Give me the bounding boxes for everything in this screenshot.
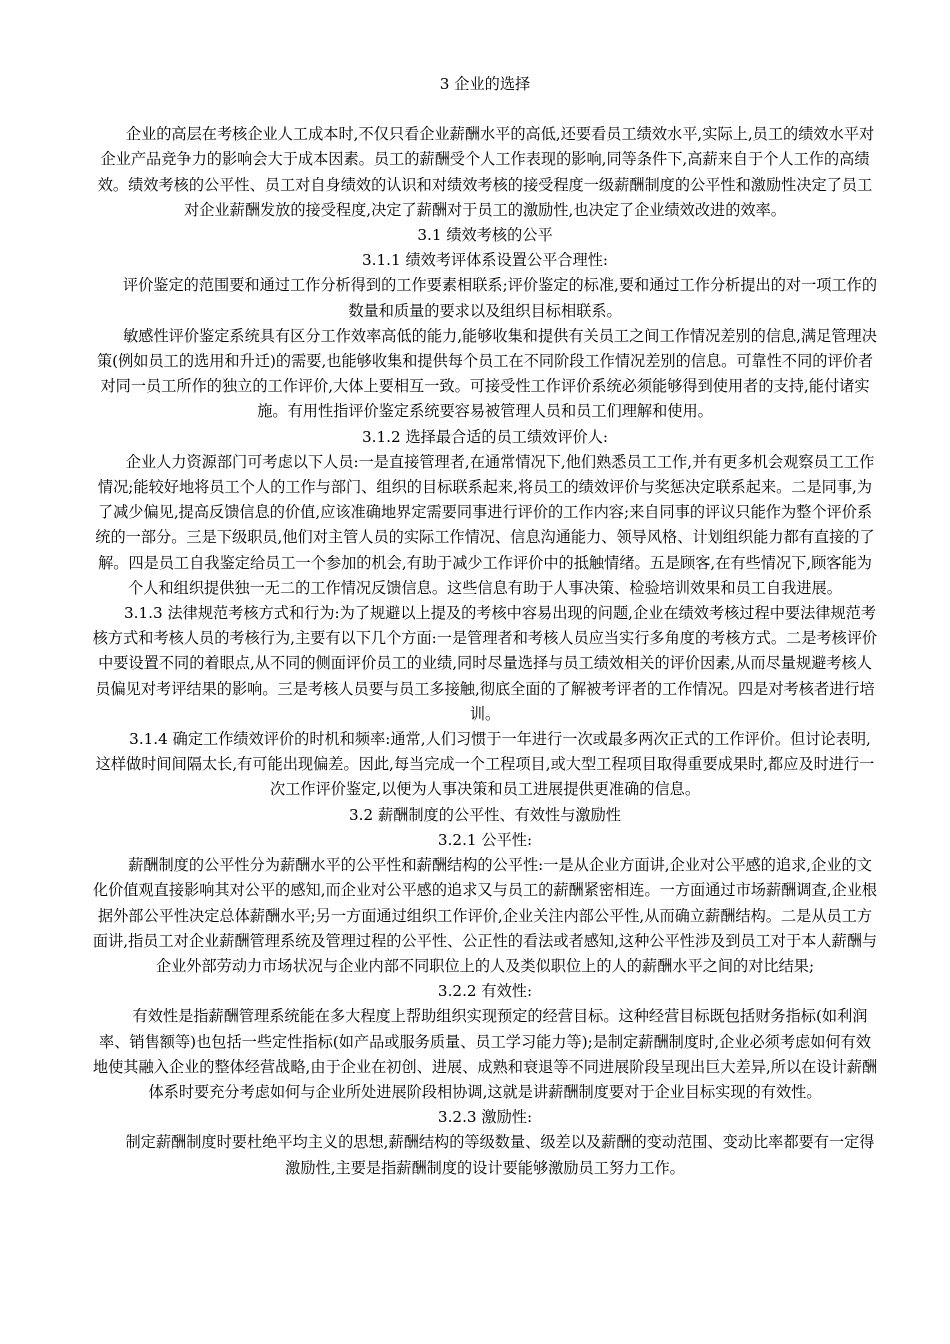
- paragraph-3-2-3: 制定薪酬制度时要杜绝平均主义的思想,薪酬结构的等级数量、级差以及薪酬的变动范围、变动比率都要有一定得激励性,主要是指薪酬制度的设计要能够激励员工努力工作。: [125, 1133, 875, 1177]
- page-title: 3 企业的选择: [439, 75, 531, 93]
- paragraph-3-1-4: 3.1.4 确定工作绩效评价的时机和频率:通常,人们习惯于一年进行一次或最多两次正式的工作评价。但讨论表明,这样做时间间隔太长,有可能出现偏差。因此,每当完成一个工程项目,或大型工程项目取得重要成果时,都应及时进行一次工作评价鉴定,以便为人事决策和员工进展提供更准确的信息。: [95, 730, 875, 799]
- paragraph-3-2-2: 有效性是指薪酬管理系统能在多大程度上帮助组织实现预定的经营目标。这种经营目标既包括财务指标(如利润率、销售额等)也包括一些定性指标(如产品或服务质量、员工学习能力等);是制定薪酬制度时,企业必须考虑如何有效地使其融入企业的整体经营战略,由于企业在初创、进展、成熟和衰退等不同进展阶段呈现出巨大差异,所以在设计薪酬体系时要充分考虑如何与企业所处进展阶段相协调,这就是讲薪酬制度要对于企业目标实现的有效性。: [92, 1007, 878, 1101]
- heading-3-1-2: 3.1.2 选择最合适的员工绩效评价人:: [361, 427, 609, 446]
- paragraph-3-1-3: 3.1.3 法律规范考核方式和行为:为了规避以上提及的考核中容易出现的问题,企业在绩效考核过程中要法律规范考核方式和考核人员的考核行为,主要有以下几个方面:一是管理者和考核人员应当实行多角度的考核方式。二是考核评价中要设置不同的着眼点,从不同的侧面评价员工的业绩,同时尽量选择与员工绩效相关的评价因素,从而尽量规避考核人员偏见对考评结果的影响。三是考核人员要与员工多接触,彻底全面的了解被考评者的工作情况。四是对考核者进行培训。: [92, 604, 878, 723]
- paragraph-3-1-1-criteria: 敏感性评价鉴定系统具有区分工作效率高低的能力,能够收集和提供有关员工之间工作情况差别的信息,满足管理决策(例如员工的选用和升迁)的需要,也能够收集和提供每个员工在不同阶段工作情况差别的信息。可靠性不同的评价者对同一员工所作的独立的工作评价,大体上要相互一致。可接受性工作评价系统必须能够得到使用者的支持,能付诸实施。有用性指评价鉴定系统要容易被管理人员和员工们理解和使用。: [96, 326, 877, 421]
- heading-3-2-3: 3.2.3 激励性:: [437, 1108, 533, 1127]
- heading-3-2-2: 3.2.2 有效性:: [437, 982, 533, 1001]
- heading-3-1-1: 3.1.1 绩效考评体系设置公平合理性:: [361, 251, 609, 270]
- heading-3-2-1: 3.2.1 公平性:: [437, 830, 533, 849]
- document-page: [92, 72, 878, 1181]
- heading-3-2: 3.2 薪酬制度的公平性、有效性与激励性: [349, 805, 621, 824]
- paragraph-3-2-1: 薪酬制度的公平性分为薪酬水平的公平性和薪酬结构的公平性:一是从企业方面讲,企业对公平感的追求,企业的文化价值观直接影响其对公平的感知,而企业对公平感的追求又与员工的薪酬紧密相连。一方面通过市场薪酬调查,企业根据外部公平性决定总体薪酬水平;另一方面通过组织工作评价,企业关注内部公平性,从而确立薪酬结构。二是从员工方面讲,指员工对企业薪酬管理系统及管理过程的公平性、公正性的看法或者感知,这种公平性涉及到员工对于本人薪酬与企业外部劳动力市场状况与企业内部不同职位上的人及类似职位上的人的薪酬水平之间的对比结果;: [92, 856, 878, 975]
- paragraph-3-1-2: 企业人力资源部门可考虑以下人员:一是直接管理者,在通常情况下,他们熟悉员工工作,并有更多机会观察员工工作情况;能较好地将员工个人的工作与部门、组织的目标联系起来,将员工的绩效评价与奖惩决定联系起来。二是同事,为了减少偏见,提高反馈信息的价值,应该准确地界定需要同事进行评价的工作内容;来自同事的评议只能作为整个评价系统的一部分。三是下级职员,他们对主管人员的实际工作情况、信息沟通能力、领导风格、计划组织能力都有直接的了解。四是员工自我鉴定给员工一个参加的机会,有助于减少工作评价中的抵触情绪。五是顾客,在有些情况下,顾客能为个人和组织提供独一无二的工作情况反馈信息。这些信息有助于人事决策、检验培训效果和员工自我进展。: [95, 452, 875, 597]
- intro-paragraph: 企业的高层在考核企业人工成本时,不仅只看企业薪酬水平的高低,还要看员工绩效水平,实际上,员工的绩效水平对企业产品竞争力的影响会大于成本因素。员工的薪酬受个人工作表现的影响,同等条件下,高薪来自于个人工作的高绩效。绩效考核的公平性、员工对自身绩效的认识和对绩效考核的接受程度一级薪酬制度的公平性和激励性决定了员工对企业薪酬发放的接受程度,决定了薪酬对于员工的激励性,也决定了企业绩效改进的效率。: [97, 125, 875, 219]
- paragraph-3-1-1-scope: 评价鉴定的范围要和通过工作分析得到的工作要素相联系;评价鉴定的标准,要和通过工作分析提出的对一项工作的数量和质量的要求以及组织目标相联系。: [122, 276, 878, 320]
- heading-3-1: 3.1 绩效考核的公平: [417, 226, 553, 245]
